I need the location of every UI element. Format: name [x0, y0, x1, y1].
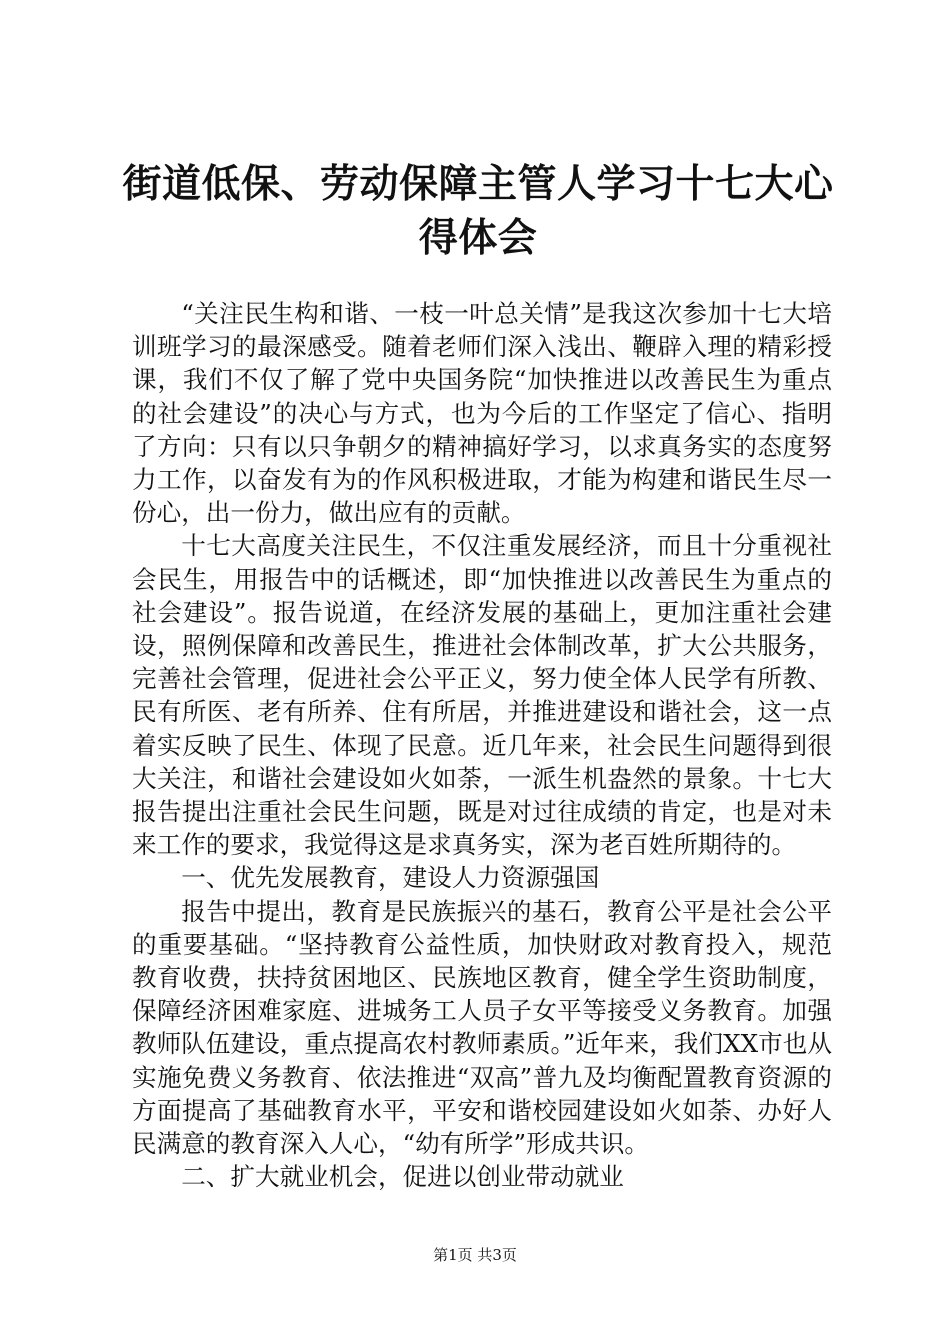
page-footer: 第1页 共3页	[433, 1246, 517, 1264]
document-body	[132, 297, 832, 1193]
paragraph-education: 报告中提出，教育是民族振兴的基石，教育公平是社会公平的重要基础。“坚持教育公益性质，加快财政对教育投入，规范教育收费，扶持贫困地区、民族地区教育，健全学生资助制度，保障经济困难家庭、进城务工人员子女平等接受义务教育。加强教师队伍建设，重点提高农村教师素质。”近年来，我们XX市也从实施免费义务教育、依法推进“双高”普九及均衡配置教育资源的方面提高了基础教育水平，平安和谐校园建设如火如荼、办好人民满意的教育深入人心，“幼有所学”形成共识。	[132, 896, 832, 1159]
section-heading-employment: 二、扩大就业机会，促进以创业带动就业	[181, 1162, 624, 1192]
paragraph-intro: “关注民生构和谐、一枝一叶总关情”是我这次参加十七大培训班学习的最深感受。随着老师们深入浅出、鞭辟入理的精彩授课，我们不仅了解了党中央国务院“加快推进以改善民生为重点的社会建设”的决心与方式，也为今后的工作坚定了信心、指明了方向：只有以只争朝夕的精神搞好学习，以求真务实的态度努力工作，以奋发有为的作风积极进取，才能为构建和谐民生尽一份心，出一份力，做出应有的贡献。	[132, 299, 832, 528]
section-heading-education: 一、优先发展教育，建设人力资源强国	[181, 863, 600, 893]
document-title: 街道低保、劳动保障主管人学习十七大心得体会	[122, 162, 834, 261]
paragraph-people-livelihood: 十七大高度关注民生，不仅注重发展经济，而且十分重视社会民生，用报告中的话概述，即“加快推进以改善民生为重点的社会建设”。报告说道，在经济发展的基础上，更加注重社会建设，照例保障和改善民生，推进社会体制改革，扩大公共服务，完善社会管理，促进社会公平正义，努力使全体人民学有所教、民有所医、老有所养、住有所居，并推进建设和谐社会，这一点着实反映了民生、体现了民意。近几年来，社会民生问题得到很大关注，和谐社会建设如火如荼，一派生机盎然的景象。十七大报告提出注重社会民生问题，既是对过往成绩的肯定，也是对未来工作的要求，我觉得这是求真务实，深为老百姓所期待的。	[132, 531, 832, 860]
